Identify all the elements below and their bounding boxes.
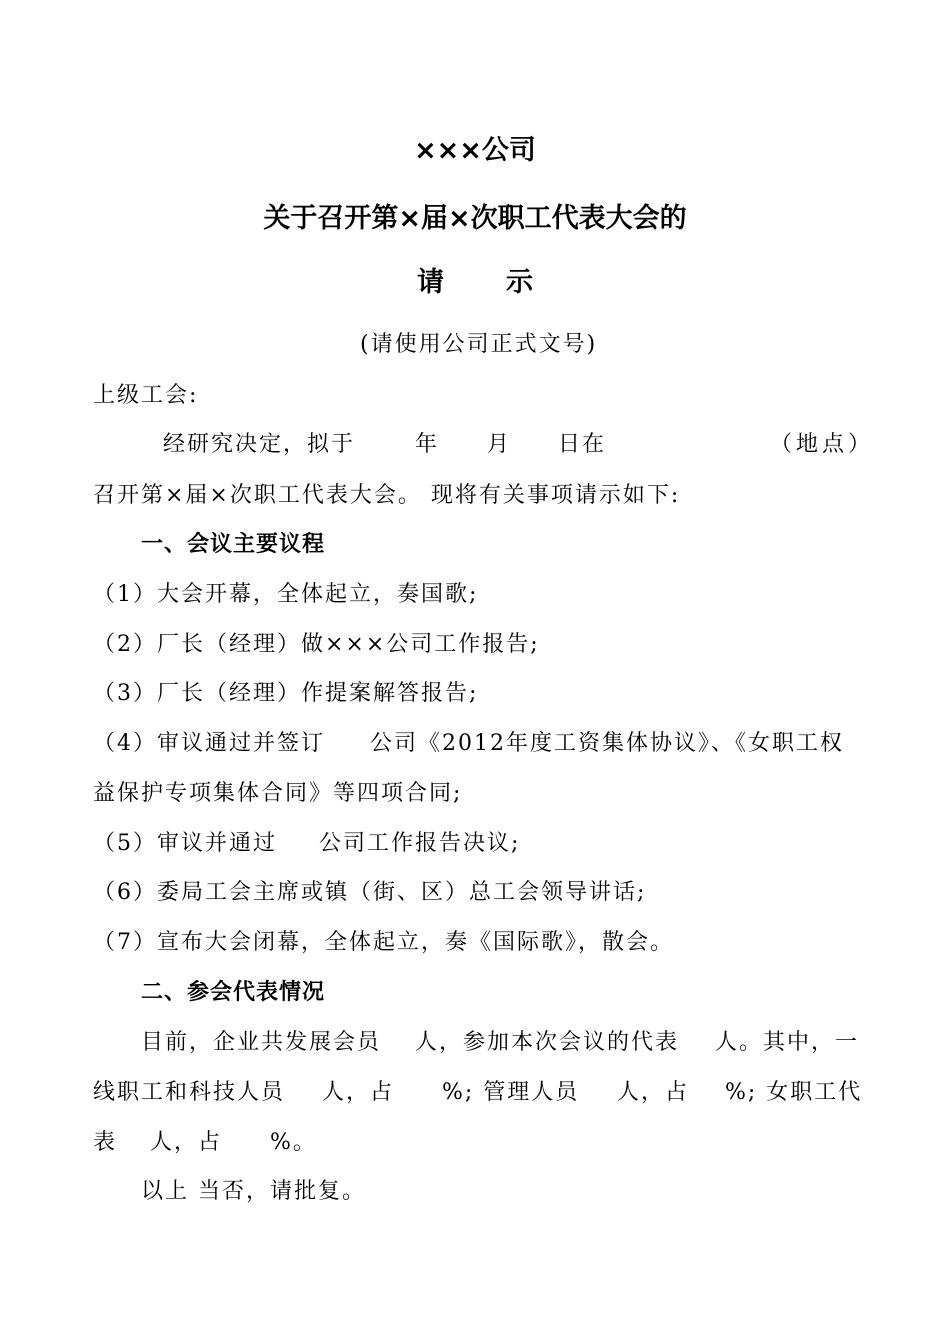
delegates-line-1c: 人。其中，一	[715, 1030, 860, 1055]
agenda-item-2: （2）厂长（经理）做×××公司工作报告;	[93, 632, 540, 657]
delegates-line-2b: 人，占	[322, 1080, 395, 1105]
agenda-item-1: （1）大会开幕，全体起立，奏国歌;	[93, 582, 479, 607]
delegates-line-2d: 人，占	[617, 1080, 690, 1105]
closing-text: 以上 当否，请批复。	[141, 1179, 366, 1204]
delegates-line-3c: %。	[270, 1130, 317, 1155]
doc-type-char-1: 请	[417, 267, 444, 298]
company-title: ×××公司	[414, 135, 536, 166]
subject-title: 关于召开第×届×次职工代表大会的	[263, 203, 687, 234]
intro-place: （地点）	[770, 432, 875, 457]
section2-heading: 二、参会代表情况	[141, 980, 326, 1005]
section1-heading: 一、会议主要议程	[141, 532, 326, 557]
agenda-item-4-end: 益保护专项集体合同》等四项合同;	[93, 781, 463, 806]
doc-number-note: (请使用公司正式文号)	[360, 332, 598, 357]
intro-text: 经研究决定，拟于	[163, 432, 356, 457]
agenda-item-3: （3）厂长（经理）作提案解答报告;	[93, 681, 479, 706]
intro-year: 年	[415, 432, 440, 457]
delegates-line-3a: 表	[93, 1130, 118, 1155]
doc-type-char-2: 示	[506, 267, 533, 298]
delegates-line-2e: %; 女职工代	[725, 1080, 863, 1105]
agenda-item-4-start: （4）审议通过并签订	[93, 731, 325, 756]
delegates-line-2c: %; 管理人员	[442, 1080, 580, 1105]
delegates-line-3b: 人，占	[150, 1130, 223, 1155]
doc-type-title	[0, 260, 950, 299]
agenda-item-4-middle: 公司《2012年度工资集体协议》、《女职工权	[370, 731, 844, 756]
intro-day: 日在	[558, 432, 607, 457]
agenda-item-5-end: 公司工作报告决议;	[319, 831, 521, 856]
agenda-item-6: （6）委局工会主席或镇（街、区）总工会领导讲话;	[93, 880, 647, 905]
delegates-line-2a: 线职工和科技人员	[93, 1080, 286, 1105]
intro-text-2: 召开第×届×次职工代表大会。 现将有关事项请示如下:	[93, 483, 681, 508]
agenda-item-5-start: （5）审议并通过	[93, 831, 277, 856]
agenda-item-7: （7）宣布大会闭幕，全体起立，奏《国际歌》，散会。	[93, 930, 674, 955]
salutation: 上级工会:	[93, 383, 199, 408]
delegates-line-1b: 人，参加本次会议的代表	[415, 1030, 680, 1055]
intro-month: 月	[487, 432, 512, 457]
delegates-line-1a: 目前，企业共发展会员	[141, 1030, 382, 1055]
